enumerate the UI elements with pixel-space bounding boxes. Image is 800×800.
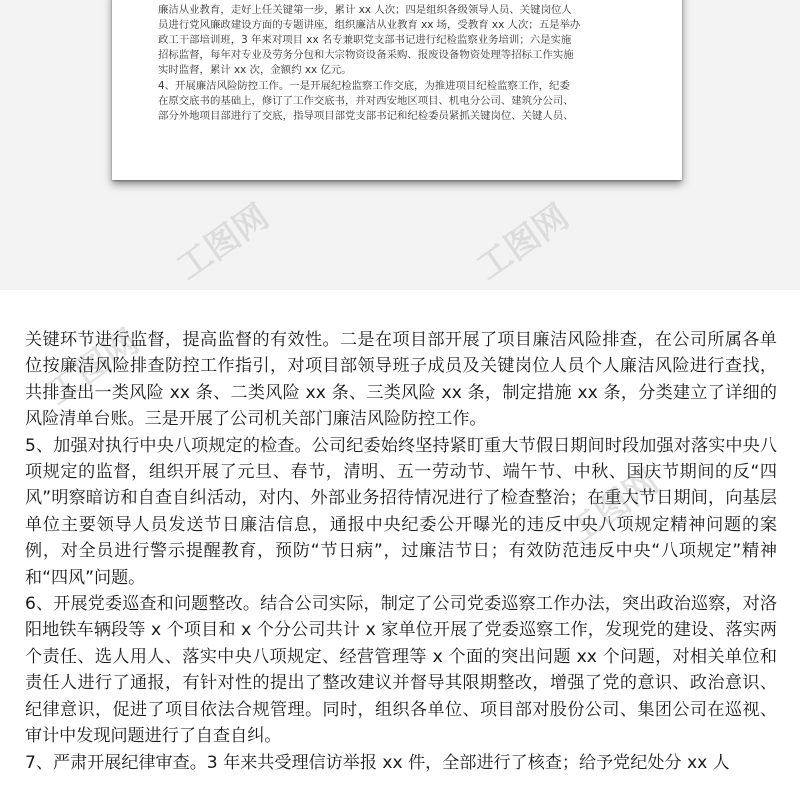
preview-line: 政工干部培训班，3 年来对项目 xx 名专兼职党支部书记进行纪检监察业务培训；六是实施 — [158, 34, 572, 47]
preview-line: 4、开展廉洁风险防控工作。一是开展纪检监察工作交底，为推进项目纪检监察工作，纪委 — [158, 79, 570, 92]
paragraph: 7、严肃开展纪律审查。3 年来共受理信访举报 xx 件，全部进行了核查；给予党纪处分 xx 人 — [25, 752, 730, 773]
preview-line: 廉洁从业教育，走好上任关键第一步，累计 xx 人次；四是组织各级领导人员、关键岗位人 — [158, 4, 572, 17]
preview-text — [158, 0, 660, 124]
preview-line: 在原交底书的基础上，修订了工作交底书，并对西安地区项目、机电分公司、建筑分公司、 — [158, 94, 574, 107]
document-body — [25, 327, 777, 776]
preview-line: 部分外地项目部进行了交底，指导项目部党支部书记和纪检委员紧抓关键岗位、关键人员、 — [158, 109, 574, 122]
paragraph: 5、加强对执行中央八项规定的检查。公司纪委始终坚持紧盯重大节假日期间时段加强对落实中央八项规定的监督，组织开展了元旦、春节，清明、五一劳动节、端午节、中秋、国庆节期间的反“四风”明察暗访和自查自纠活动，对内、外部业务招待情况进行了检查整治；在重大节日期间，向基层单位主要领导人员发送节日廉洁信息，通报中央纪委公开曝光的违反中央八项规定精神问题的案例，对全员进行警示提醒教育，预防“节日病”，过廉洁节日；有效防范违反中央“八项规定”精神和“四风”问题。 — [25, 435, 777, 588]
watermark-logo: 工图网 — [39, 321, 147, 414]
preview-line: 员进行党风廉政建设方面的专题讲座，组织廉洁从业教育 xx 场，受教育 xx 人次；五是举办 — [158, 19, 581, 32]
watermark-logo: 工图网 — [169, 196, 277, 289]
preview-line: 实时监督，累计 xx 次，金额约 xx 亿元。 — [158, 64, 352, 77]
watermark-logo: 工图网 — [559, 461, 667, 554]
watermark-logo: 工图网 — [469, 196, 577, 289]
preview-line: 招标监督，每年对专业及劳务分包和大宗物资设备采购、报废设备物资处理等招标工作实施 — [158, 49, 574, 62]
page-preview — [0, 0, 800, 290]
preview-page — [112, 0, 682, 180]
paragraph: 6、开展党委巡查和问题整改。结合公司实际，制定了公司党委巡察工作办法，突出政治巡察，对洛阳地铁车辆段等 x 个项目和 x 个分公司共计 x 家单位开展了党委巡察工作，发现党的建设、落实两个责任、选人用人、落实中央八项规定、经营管理等 x 个面的突出问题 xx 个问题，对相关单位和责任人进行了通报，有针对性的提出了整改建议并督导其限期整改，增强了党的意识、政治意识、纪律意识，促进了项目依法合规管理。同时，组织各单位、项目部对股份公司、集团公司在巡视、审计中发现问题进行了自查自纠。 — [25, 594, 777, 747]
paragraph: 关键环节进行监督，提高监督的有效性。二是在项目部开展了项目廉洁风险排查，在公司所属各单位按廉洁风险排查防控工作指引，对项目部领导班子成员及关键岗位人员个人廉洁风险进行查找，共排查出一类风险 xx 条、二类风险 xx 条、三类风险 xx 条，制定措施 xx 条，分类建立了详细的风险清单台账。三是开展了公司机关部门廉洁风险防控工作。 — [25, 330, 777, 430]
